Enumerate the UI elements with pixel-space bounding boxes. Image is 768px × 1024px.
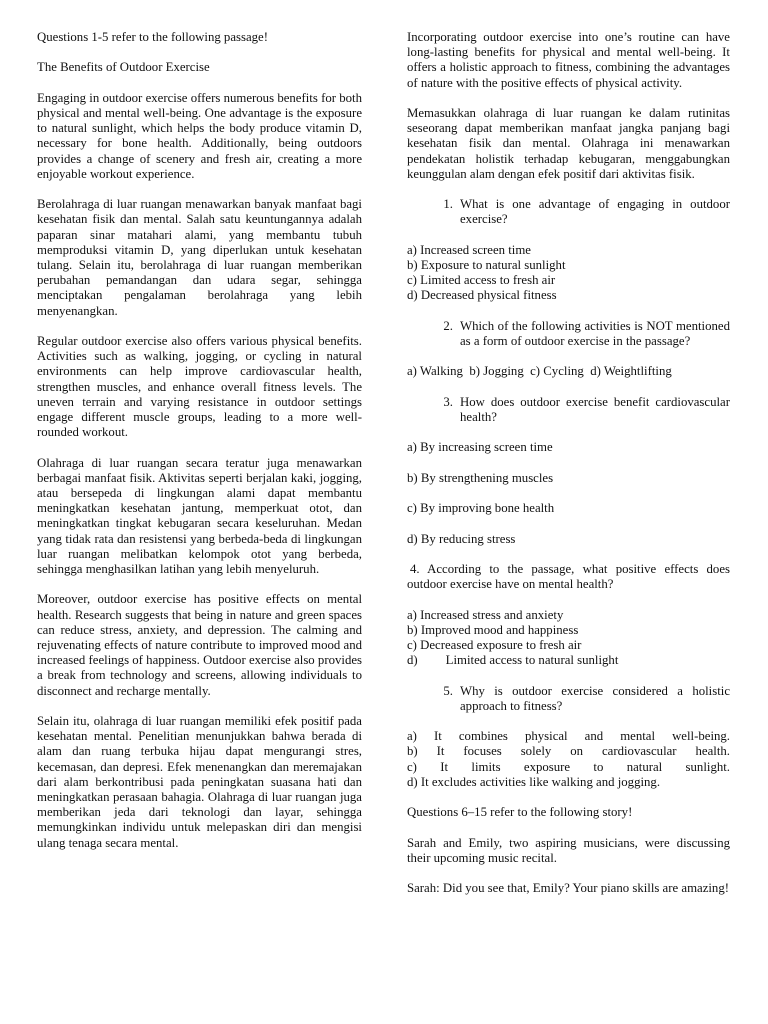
option-a: a) Increased stress and anxiety [407, 607, 564, 622]
paragraph-en-4: Incorporating outdoor exercise into one’s routine can have long-lasting benefits for physical and mental well-being. It offers a holistic approach to fitness, combining the advantages of nature with the positive effects of physical activity. [407, 30, 730, 90]
story-paragraph-1: Sarah and Emily, two aspiring musicians, were discussing their upcoming music recital. [407, 835, 730, 865]
questions-intro-2: Questions 6–15 refer to the following story! [407, 805, 633, 820]
question-text: Why is outdoor exercise considered a holistic approach to fitness? [460, 683, 730, 713]
question-text: How does outdoor exercise benefit cardiovascular health? [460, 394, 730, 424]
question-number: 2. [443, 318, 453, 333]
paragraph-en-2: Regular outdoor exercise also offers various physical benefits. Activities such as walking, jogging, or cycling in natural environments can help improve cardiovascular health, strengthen muscles, and enhance overall fitness levels. The uneven terrain and varying resistance in outdoor settings engage different muscle groups, leading to a more well-rounded workout. [37, 334, 362, 440]
questions-intro: Questions 1-5 refer to the following passage! [37, 30, 268, 44]
right-column [407, 30, 730, 912]
question-5 [407, 684, 730, 714]
paragraph-id-3: Selain itu, olahraga di luar ruangan memiliki efek positif pada kesehatan mental. Penelitian menunjukkan bahwa berada di alam dan ruang terbuka hijau dapat mengurangi stres, kecemasan, dan depresi. Efek menenangkan dan meremajakan dari alam berkontribusi pada peningkatan suasana hati dan meningkatkan perasaan bahagia. Olahraga di luar ruangan juga memberikan jeda dari teknologi dan layar, sehingga memungkinkan individu untuk melepaskan diri dan mengisi ulang tenaga secara mental. [37, 714, 362, 850]
paragraph-en-1: Engaging in outdoor exercise offers numerous benefits for both physical and mental well-being. One advantage is the exposure to natural sunlight, which helps the body produce vitamin D, necessary for bone health. Additionally, being outdoors provides a change of scenery and fresh air, creating a more enjoyable workout experience. [37, 90, 362, 181]
question-4: 4. According to the passage, what positive effects does outdoor exercise have on mental health? [407, 561, 730, 592]
option-d: d) It excludes activities like walking and jogging. [407, 774, 661, 789]
question-number: 3. [443, 394, 453, 409]
question-4-options [407, 608, 730, 669]
option-text: Limited access to natural sunlight [445, 653, 619, 668]
option-b: b) By strengthening muscles [407, 470, 554, 485]
passage-title: The Benefits of Outdoor Exercise [37, 60, 210, 75]
option-d [407, 653, 730, 668]
paragraph-id-4: Memasukkan olahraga di luar ruangan ke dalam rutinitas seseorang dapat memberikan manfaat jangka panjang bagi kesehatan fisik dan mental. Olahraga ini menawarkan pendekatan holistik terhadap kebugaran, menggabungkan keunggulan alam dengan efek positif dari aktivitas fisik. [407, 106, 730, 181]
option-c: c) Decreased exposure to fresh air [407, 637, 582, 652]
paragraph-en-3: Moreover, outdoor exercise has positive effects on mental health. Research suggests that being in nature and green spaces can reduce stress, anxiety, and depression. The calming and rejuvenating effects of nature contribute to improved mood and increased feelings of happiness. Outdoor exercise also provides a break from technology and screens, allowing individuals to disconnect and recharge mentally. [37, 592, 362, 698]
story-paragraph-2: Sarah: Did you see that, Emily? Your piano skills are amazing! [407, 881, 729, 896]
question-3-options [407, 440, 730, 546]
option-c: c) Limited access to fresh air [407, 273, 556, 288]
option-label: d) [407, 653, 418, 668]
option-d: d) Decreased physical fitness [407, 288, 557, 303]
question-1 [407, 197, 730, 227]
question-3 [407, 395, 730, 425]
option-b: b) Exposure to natural sunlight [407, 258, 566, 272]
option-a: a) By increasing screen time [407, 440, 553, 455]
question-1-options [407, 243, 730, 304]
option-d: d) By reducing stress [407, 531, 516, 546]
option-b: b) Improved mood and happiness [407, 622, 579, 637]
option-a: a) Increased screen time [407, 242, 531, 257]
left-column [37, 30, 362, 866]
option-c: c) By improving bone health [407, 501, 555, 516]
question-2 [407, 319, 730, 349]
option-b: b) It focuses solely on cardiovascular health. [407, 744, 730, 759]
question-text: What is one advantage of engaging in outdoor exercise? [460, 197, 730, 227]
question-2-options: a) Walking b) Jogging c) Cycling d) Weightlifting [407, 364, 672, 379]
question-5-options [407, 729, 730, 790]
paragraph-id-2: Olahraga di luar ruangan secara teratur juga menawarkan berbagai manfaat fisik. Aktivitas seperti berjalan kaki, jogging, atau bersepeda di lingkungan alami dapat membantu meningkatkan kesehatan jantung, memperkuat otot, dan meningkatkan tingkat kebugaran secara keseluruhan. Medan yang tidak rata dan resistensi yang berbeda-beda di lingkungan luar ruangan melibatkan kelompok otot yang berbeda, sehingga menghasilkan latihan yang lebih menyeluruh. [37, 455, 362, 577]
option-a: a) It combines physical and mental well-being. [407, 729, 730, 744]
paragraph-id-1: Berolahraga di luar ruangan menawarkan banyak manfaat bagi kesehatan fisik dan mental. Salah satu keuntungannya adalah paparan sinar matahari alami, yang membantu tubuh memproduksi vitamin D, yang diperlukan untuk kesehatan tulang. Selain itu, berolahraga di luar ruangan memberikan perubahan pemandangan dan udara segar, sehingga menciptakan pengalaman berolahraga yang lebih menyenangkan. [37, 197, 362, 318]
question-text: Which of the following activities is NOT mentioned as a form of outdoor exercise in the passage? [460, 318, 730, 348]
option-c: c) It limits exposure to natural sunlight. [407, 759, 730, 774]
question-number: 1. [443, 197, 453, 212]
question-number: 5. [443, 683, 453, 698]
